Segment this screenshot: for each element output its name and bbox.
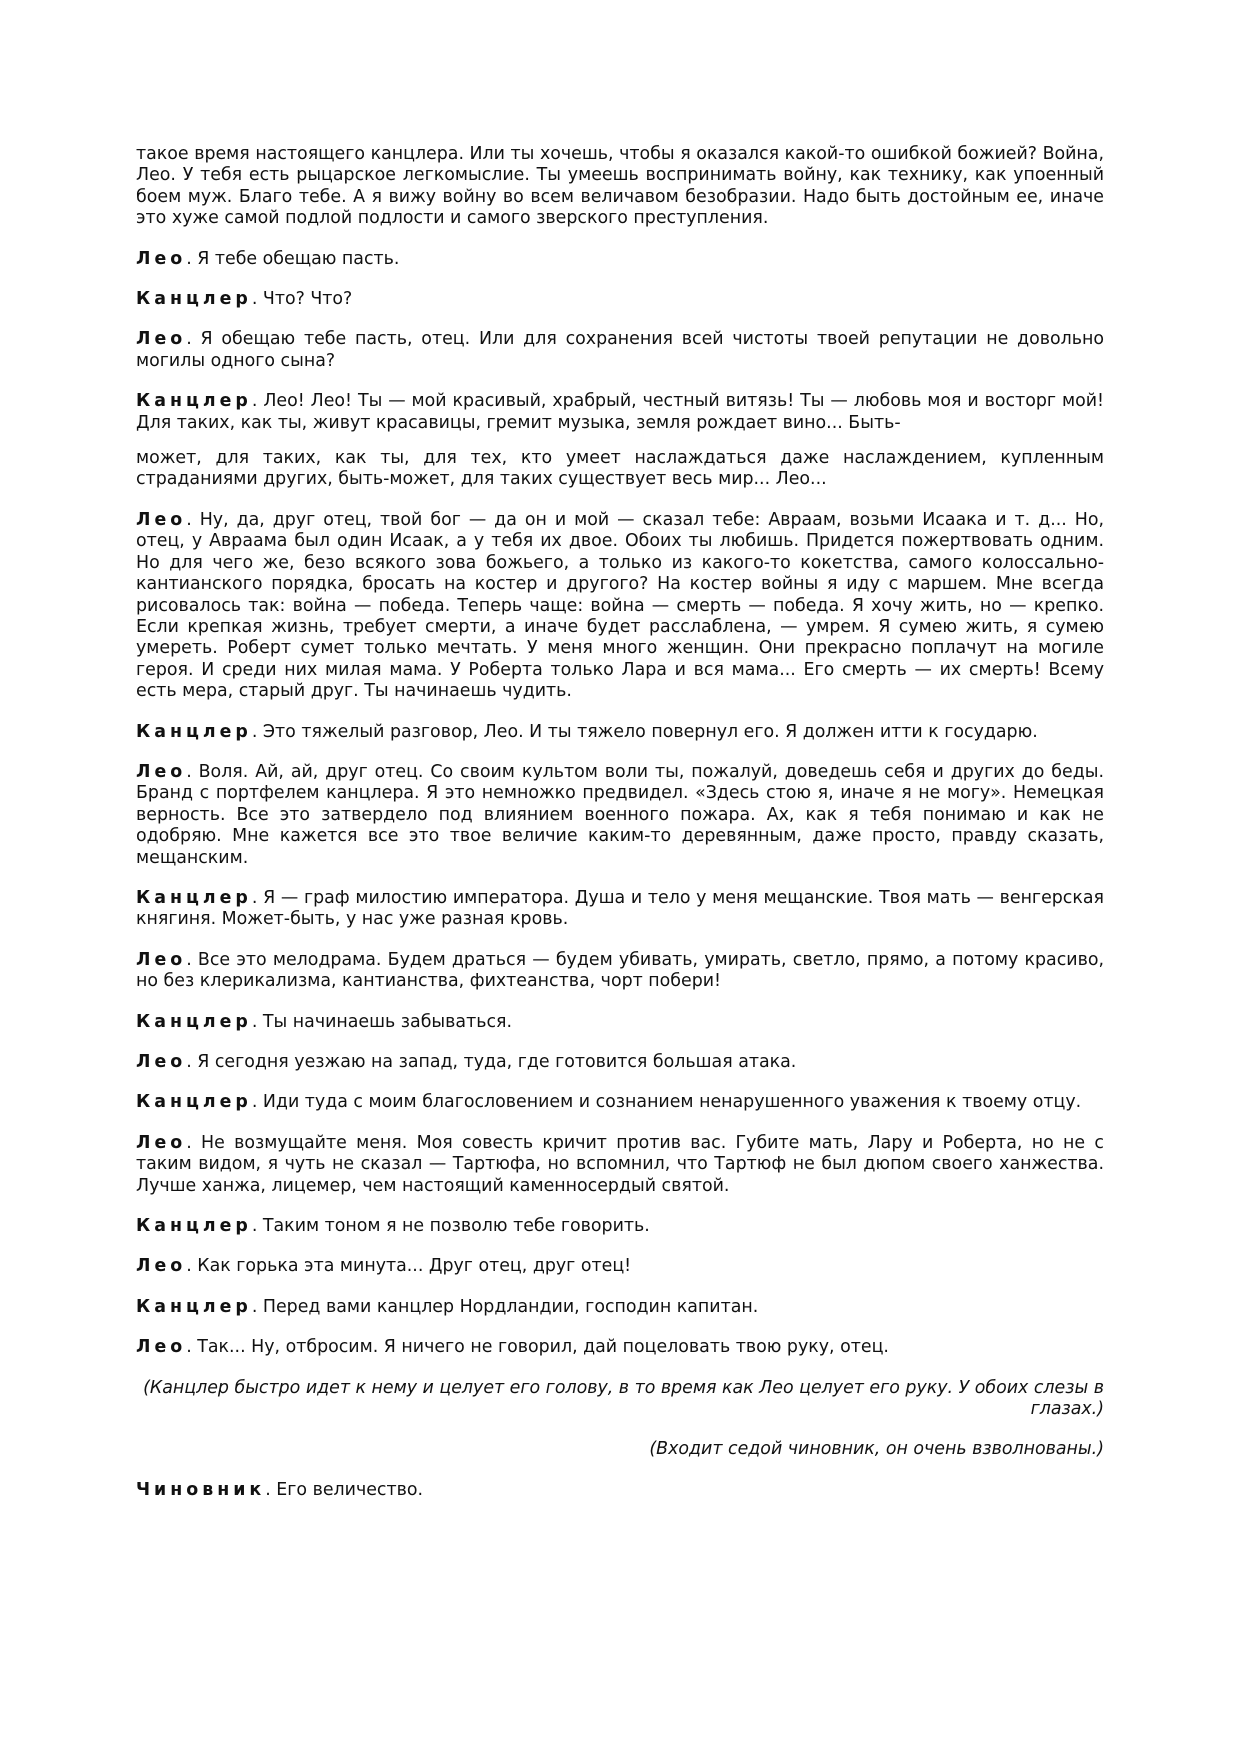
dialogue-line [136, 1480, 1104, 1501]
dialogue-text: Лео! Лео! Ты — мой красивый, храбрый, честный витязь! Ты — любовь моя и восторг мой! Для таких, как ты, живут красавицы, гремит музыка, земля рождает вино... Быть- [136, 391, 1105, 433]
speaker-name: Канцлер [136, 1216, 252, 1237]
dialogue-line [136, 950, 1104, 993]
dialogue-text: Не возмущайте меня. Моя совесть кричит против вас. Губите мать, Лару и Роберта, но не с таким видом, я чуть не сказал — Тартюфа, но вспомнил, что Тартюф не был дюпом своего ханжества. Лучше ханжа, лицемер, чем настоящий каменносердый святой. [136, 1132, 1104, 1196]
speaker-separator: . [186, 329, 201, 350]
dialogue-text: Перед вами канцлер Нордландии, господин капитан. [262, 1296, 759, 1317]
paragraph-text: может, для таких, как ты, для тех, кто умеет наслаждаться даже наслаждением, купленным страданиями других, быть-может, для таких существует весь мир... Лео... [136, 448, 1104, 490]
speaker-separator: . [251, 289, 263, 310]
dialogue-text: Ты начинаешь забываться. [262, 1011, 513, 1032]
dialogue-line [136, 1216, 1104, 1237]
dialogue-text: Это тяжелый разговор, Лео. И ты тяжело повернул его. Я должен итти к государю. [262, 721, 1038, 742]
dialogue-line [136, 391, 1104, 434]
dialogue-text: Так... Ну, отбросим. Я ничего не говорил, дай поцеловать твою руку, отец. [197, 1337, 889, 1358]
speaker-separator: . [251, 887, 264, 908]
stage-direction-text: Канцлер быстро идет к нему и целует его голову, в то время как Лео целует его руку. У обоих слезы в глазах. [149, 1377, 1104, 1420]
stage-direction [136, 1378, 1104, 1421]
speaker-separator: . [186, 949, 198, 970]
stage-paren-close: ) [1097, 1439, 1104, 1460]
speaker-name: Канцлер [136, 1011, 252, 1032]
text-paragraph [136, 144, 1104, 230]
speaker-separator: . [186, 1337, 198, 1358]
speaker-separator: . [251, 1092, 263, 1113]
speaker-separator: . [251, 1011, 263, 1032]
dialogue-text: Я — граф милостию императора. Душа и тело у меня мещанские. Твоя мать — венгерская княгиня. Может-быть, у нас уже разная кровь. [136, 887, 1104, 930]
speaker-name: Канцлер [136, 1092, 252, 1113]
dialogue-text: Воля. Ай, ай, друг отец. Со своим культом воли ты, пожалуй, доведешь себя и других до беды. Бранд с портфелем канцлера. Я это немножко предвидел. «Здесь стою я, иначе я не могу». Немецкая верность. Все это затвердело под влиянием военного пожара. Ах, как я тебя понимаю и как не одобряю. Мне кажется все это твое величие каким-то деревянным, даже просто, правду сказать, мещанским. [136, 761, 1104, 868]
dialogue-text: Что? Что? [262, 289, 353, 310]
speaker-name: Канцлер [136, 289, 252, 310]
speaker-name: Лео [136, 329, 187, 350]
speaker-name: Лео [136, 761, 187, 782]
speaker-separator: . [265, 1479, 277, 1500]
dialogue-text: Все это мелодрама. Будем драться — будем убивать, умирать, светло, прямо, а потому красиво, но без клерикализма, кантианства, фихтеанства, чорт побери! [136, 949, 1104, 992]
dialogue-line [136, 762, 1104, 869]
dialogue-line [136, 1052, 1104, 1073]
dialogue-text: Я обещаю тебе пасть, отец. Или для сохранения всей чистоты твоей репутации не довольно могилы одного сына? [136, 329, 1105, 371]
dialogue-text: Его величество. [276, 1479, 424, 1500]
speaker-name: Лео [136, 248, 187, 269]
dialogue-text: Я сегодня уезжаю на запад, туда, где готовится большая атака. [197, 1052, 797, 1072]
speaker-separator: . [251, 721, 263, 742]
paragraph-text: такое время настоящего канцлера. Или ты хочешь, чтобы я оказался какой-то ошибкой божией? Война, Лео. У тебя есть рыцарское легкомыслие. Ты умеешь воспринимать войну, как технику, как упоенный боем муж. Благо тебе. А я вижу войну во всем величавом безобразии. Надо быть достойным ее, иначе это хуже самой подлой подлости и самого зверского преступления. [136, 144, 1104, 229]
stage-paren-open: ( [143, 1377, 150, 1398]
dialogue-line [136, 1297, 1104, 1318]
dialogue-line [136, 1092, 1104, 1113]
text-paragraph [136, 448, 1104, 491]
speaker-separator: . [186, 509, 200, 530]
dialogue-line [136, 1256, 1104, 1277]
speaker-separator: . [251, 1296, 263, 1317]
dialogue-text: Я тебе обещаю пасть. [197, 248, 400, 269]
stage-paren-open: ( [649, 1439, 657, 1460]
speaker-separator: . [186, 1132, 202, 1153]
speaker-name: Чиновник [136, 1479, 266, 1500]
dialogue-line [136, 249, 1104, 270]
speaker-separator: . [186, 1256, 198, 1277]
speaker-separator: . [251, 1216, 263, 1237]
speaker-separator: . [186, 248, 198, 269]
dialogue-line [136, 289, 1104, 310]
speaker-separator: . [251, 391, 264, 412]
dialogue-text: Иди туда с моим благословением и сознанием ненарушенного уважения к твоему отцу. [262, 1092, 1082, 1113]
dialogue-line [136, 510, 1104, 703]
speaker-separator: . [186, 1052, 198, 1072]
speaker-name: Лео [136, 1337, 187, 1358]
speaker-name: Лео [136, 1052, 187, 1072]
speaker-name: Лео [136, 1132, 187, 1153]
dialogue-text: Таким тоном я не позволю тебе говорить. [262, 1216, 650, 1237]
dialogue-line [136, 1337, 1104, 1358]
dialogue-text: Как горька эта минута... Друг отец, друг отец! [197, 1256, 632, 1277]
speaker-name: Канцлер [136, 887, 252, 908]
dialogue-line [136, 888, 1104, 931]
speaker-name: Канцлер [136, 391, 252, 412]
stage-direction [136, 1439, 1104, 1460]
speaker-name: Лео [136, 1256, 187, 1277]
speaker-name: Канцлер [136, 1296, 252, 1317]
dialogue-line [136, 722, 1104, 743]
speaker-name: Лео [136, 509, 187, 530]
speaker-separator: . [186, 761, 199, 782]
dialogue-line [136, 1133, 1104, 1197]
dialogue-line [136, 1012, 1104, 1033]
document-page [136, 144, 1104, 1520]
speaker-name: Лео [136, 949, 187, 970]
stage-direction-text: Входит седой чиновник, он очень взволнованы. [656, 1439, 1098, 1460]
dialogue-text: Ну, да, друг отец, твой бог — да он и мой — сказал тебе: Авраам, возьми Исаака и т. д... Но, отец, у Авраама был один Исаак, а у тебя их двое. Обоих ты любишь. Придется пожертвовать одним. Но для чего же, безо всякого зова божьего, а только из какого-то кокетства, самого колоссально-кантианского порядка, бросать на костер и другого? На костер войны я иду с маршем. Мне всегда рисовалось так: война — победа. Теперь чаще: война — смерть — победа. Я хочу жить, но — крепко. Если крепкая жизнь, требует смерти, а иначе будет расслаблена, — умрем. Я сумею жить, я сумею умереть. Роберт сумет только мечтать. У меня много женщин. Они прекрасно поплачут на могиле героя. И среди них милая мама. У Роберта только Лара и вся мама... Его смерть — их смерть! Всему есть мера, старый друг. Ты начинаешь чудить. [136, 509, 1104, 702]
speaker-name: Канцлер [136, 721, 252, 742]
stage-paren-close: ) [1097, 1399, 1104, 1420]
dialogue-line [136, 329, 1104, 372]
